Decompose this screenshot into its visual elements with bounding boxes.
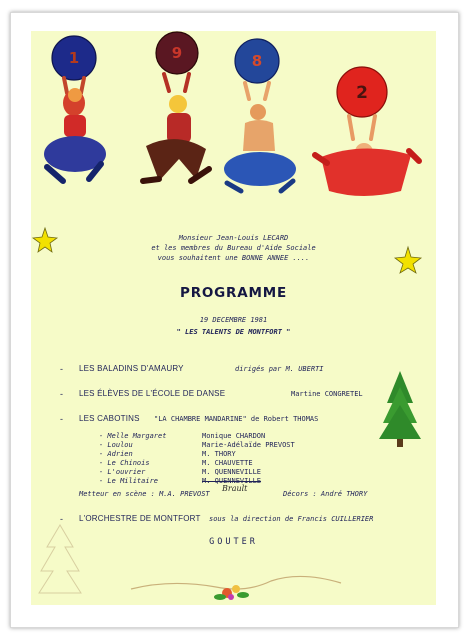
item-dash: - — [60, 514, 63, 524]
item-detail: dirigés par M. UBERTI — [235, 365, 324, 373]
item-name: LES CABOTINS — [79, 414, 140, 423]
year-digit-4 — [356, 83, 368, 103]
cast-role: - L'ouvrier — [99, 468, 146, 476]
item-name: LES ÉLÈVES DE L'ÉCOLE DE DANSE — [79, 389, 226, 398]
cast-actor: Marie-Adélaïde PREVOST — [202, 441, 295, 449]
cast-role: - Adrien — [99, 450, 133, 458]
year-digit-1 — [69, 49, 79, 67]
cast-role: - Melle Margaret — [99, 432, 167, 440]
cast-role: - Loulou — [99, 441, 133, 449]
item-detail: sous la direction de Francis CUILLERIER — [209, 515, 374, 523]
greeting-line-2: et les membres du Bureau d'Aide Sociale — [151, 244, 316, 252]
greeting-line-1: Monsieur Jean-Louis LECARD — [178, 234, 289, 242]
cast-actor: Monique CHARDON — [202, 432, 266, 440]
staging-credit: Metteur en scène : M.A. PREVOST — [79, 490, 210, 498]
item-name: L'ORCHESTRE DE MONTFORT — [79, 514, 201, 523]
cast-role: - Le Chinois — [99, 459, 150, 467]
digit-1-text: 1 — [68, 49, 80, 67]
item-name: LES BALADINS D'AMAURY — [79, 364, 184, 373]
program-sheet — [31, 31, 436, 605]
event-name: " LES TALENTS DE MONTFORT " — [176, 328, 291, 336]
digit-3-text: 8 — [251, 52, 263, 70]
greeting-line-3: vous souhaitent une BONNE ANNEE .... — [157, 254, 310, 262]
year-digit-2 — [172, 44, 182, 62]
outline-tree-icon — [39, 525, 81, 593]
decor-credit: Décors : André THORY — [283, 490, 368, 498]
cast-actor: M. THORY — [202, 450, 236, 458]
cast-actor: M. QUENNEVILLE — [202, 468, 262, 476]
cast-actor: M. CHAUVETTE — [202, 459, 253, 467]
cast-role: - Le Militaire — [99, 477, 159, 485]
closing-gouter: GOUTER — [209, 537, 258, 547]
item-detail: Martine CONGRETEL — [291, 390, 363, 398]
cast-actor-struck: M. QUENNEVILLE — [202, 477, 262, 485]
christmas-tree-icon — [379, 371, 421, 447]
year-digit-3 — [252, 52, 262, 70]
item-dash: - — [60, 414, 63, 424]
handwritten-correction: Brault — [222, 484, 248, 493]
item-dash: - — [60, 364, 63, 374]
item-dash: - — [60, 389, 63, 399]
digit-2-text: 9 — [171, 44, 183, 62]
digit-4-text: 2 — [356, 83, 368, 103]
item-detail: "LA CHAMBRE MANDARINE" de Robert THOMAS — [154, 415, 319, 423]
event-date: 19 DECEMBRE 1981 — [199, 316, 268, 324]
page-title: PROGRAMME — [180, 285, 287, 301]
